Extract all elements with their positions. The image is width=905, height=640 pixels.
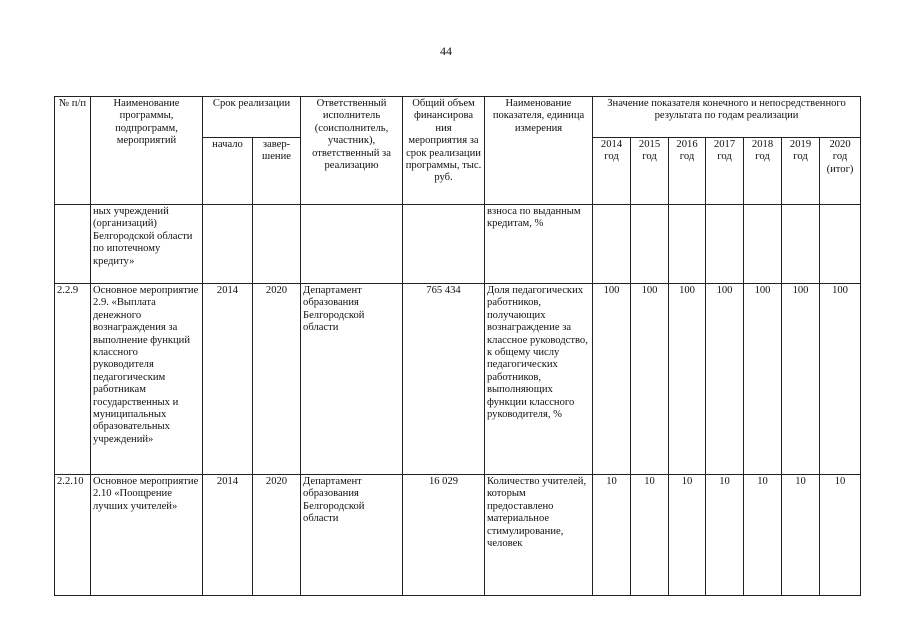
row-end — [253, 205, 301, 284]
row-value: 100 — [593, 284, 631, 475]
header-num: № п/п — [55, 97, 91, 205]
row-indicator: взноса по выданным кредитам, % — [485, 205, 593, 284]
row-start — [203, 205, 253, 284]
row-value: 10 — [631, 475, 669, 596]
row-start: 2014 — [203, 284, 253, 475]
header-end: завер-шение — [253, 138, 301, 205]
table-row — [55, 205, 861, 284]
header-start: начало — [203, 138, 253, 205]
row-value: 100 — [669, 284, 706, 475]
header-period: Срок реализации — [203, 97, 301, 138]
row-num — [55, 205, 91, 284]
row-value: 10 — [744, 475, 782, 596]
row-executor — [301, 205, 403, 284]
row-value: 10 — [669, 475, 706, 596]
header-year-2017: 2017 год — [706, 138, 744, 205]
row-value — [782, 205, 820, 284]
program-table — [54, 96, 861, 596]
row-num: 2.2.10 — [55, 475, 91, 596]
row-executor: Департамент образования Белгородской области — [301, 475, 403, 596]
row-value — [669, 205, 706, 284]
row-volume — [403, 205, 485, 284]
row-value: 10 — [782, 475, 820, 596]
header-volume: Общий объем финансирова ния мероприятия за срок реализации программы, тыс. руб. — [403, 97, 485, 205]
row-value — [820, 205, 861, 284]
row-value: 100 — [706, 284, 744, 475]
row-value: 100 — [782, 284, 820, 475]
row-value: 100 — [820, 284, 861, 475]
row-name: ных учреждений (организаций) Белгородской области по ипотечному кредиту» — [91, 205, 203, 284]
header-year-2015: 2015 год — [631, 138, 669, 205]
header-year-2020: 2020 год (итог) — [820, 138, 861, 205]
row-indicator: Доля педагогических работников, получающих вознаграждение за классное руководство, к общему числу педагогических работников, выполняющих функции классного руководителя, % — [485, 284, 593, 475]
row-start: 2014 — [203, 475, 253, 596]
table-row — [55, 284, 861, 475]
row-name: Основное мероприятие 2.9. «Выплата денежного вознаграждения за выполнение функций классного руководителя педагогическим работникам государственных и муниципальных образовательных учреждений» — [91, 284, 203, 475]
row-value — [744, 205, 782, 284]
row-value — [593, 205, 631, 284]
header-executor: Ответственный исполнитель (соисполнитель, участник), ответственный за реализацию — [301, 97, 403, 205]
header-indicator: Наименование показателя, единица измерения — [485, 97, 593, 205]
table-row — [55, 475, 861, 596]
row-volume: 16 029 — [403, 475, 485, 596]
row-executor: Департамент образования Белгородской области — [301, 284, 403, 475]
row-value — [706, 205, 744, 284]
header-name: Наименование программы, подпрограмм, мероприятий — [91, 97, 203, 205]
header-year-2016: 2016 год — [669, 138, 706, 205]
page-number: 44 — [440, 44, 452, 58]
header-year-2014: 2014 год — [593, 138, 631, 205]
row-value: 10 — [593, 475, 631, 596]
row-value: 10 — [820, 475, 861, 596]
row-end: 2020 — [253, 284, 301, 475]
header-year-2019: 2019 год — [782, 138, 820, 205]
row-end: 2020 — [253, 475, 301, 596]
row-indicator: Количество учителей, которым предоставлено материальное стимулирование, человек — [485, 475, 593, 596]
row-num: 2.2.9 — [55, 284, 91, 475]
header-values-title: Значение показателя конечного и непосредственного результата по годам реализации — [593, 97, 861, 138]
row-value: 100 — [744, 284, 782, 475]
header-year-2018: 2018 год — [744, 138, 782, 205]
row-volume: 765 434 — [403, 284, 485, 475]
row-value — [631, 205, 669, 284]
header-row-1 — [55, 97, 861, 138]
row-value: 10 — [706, 475, 744, 596]
row-value: 100 — [631, 284, 669, 475]
row-name: Основное мероприятие 2.10 «Поощрение лучших учителей» — [91, 475, 203, 596]
